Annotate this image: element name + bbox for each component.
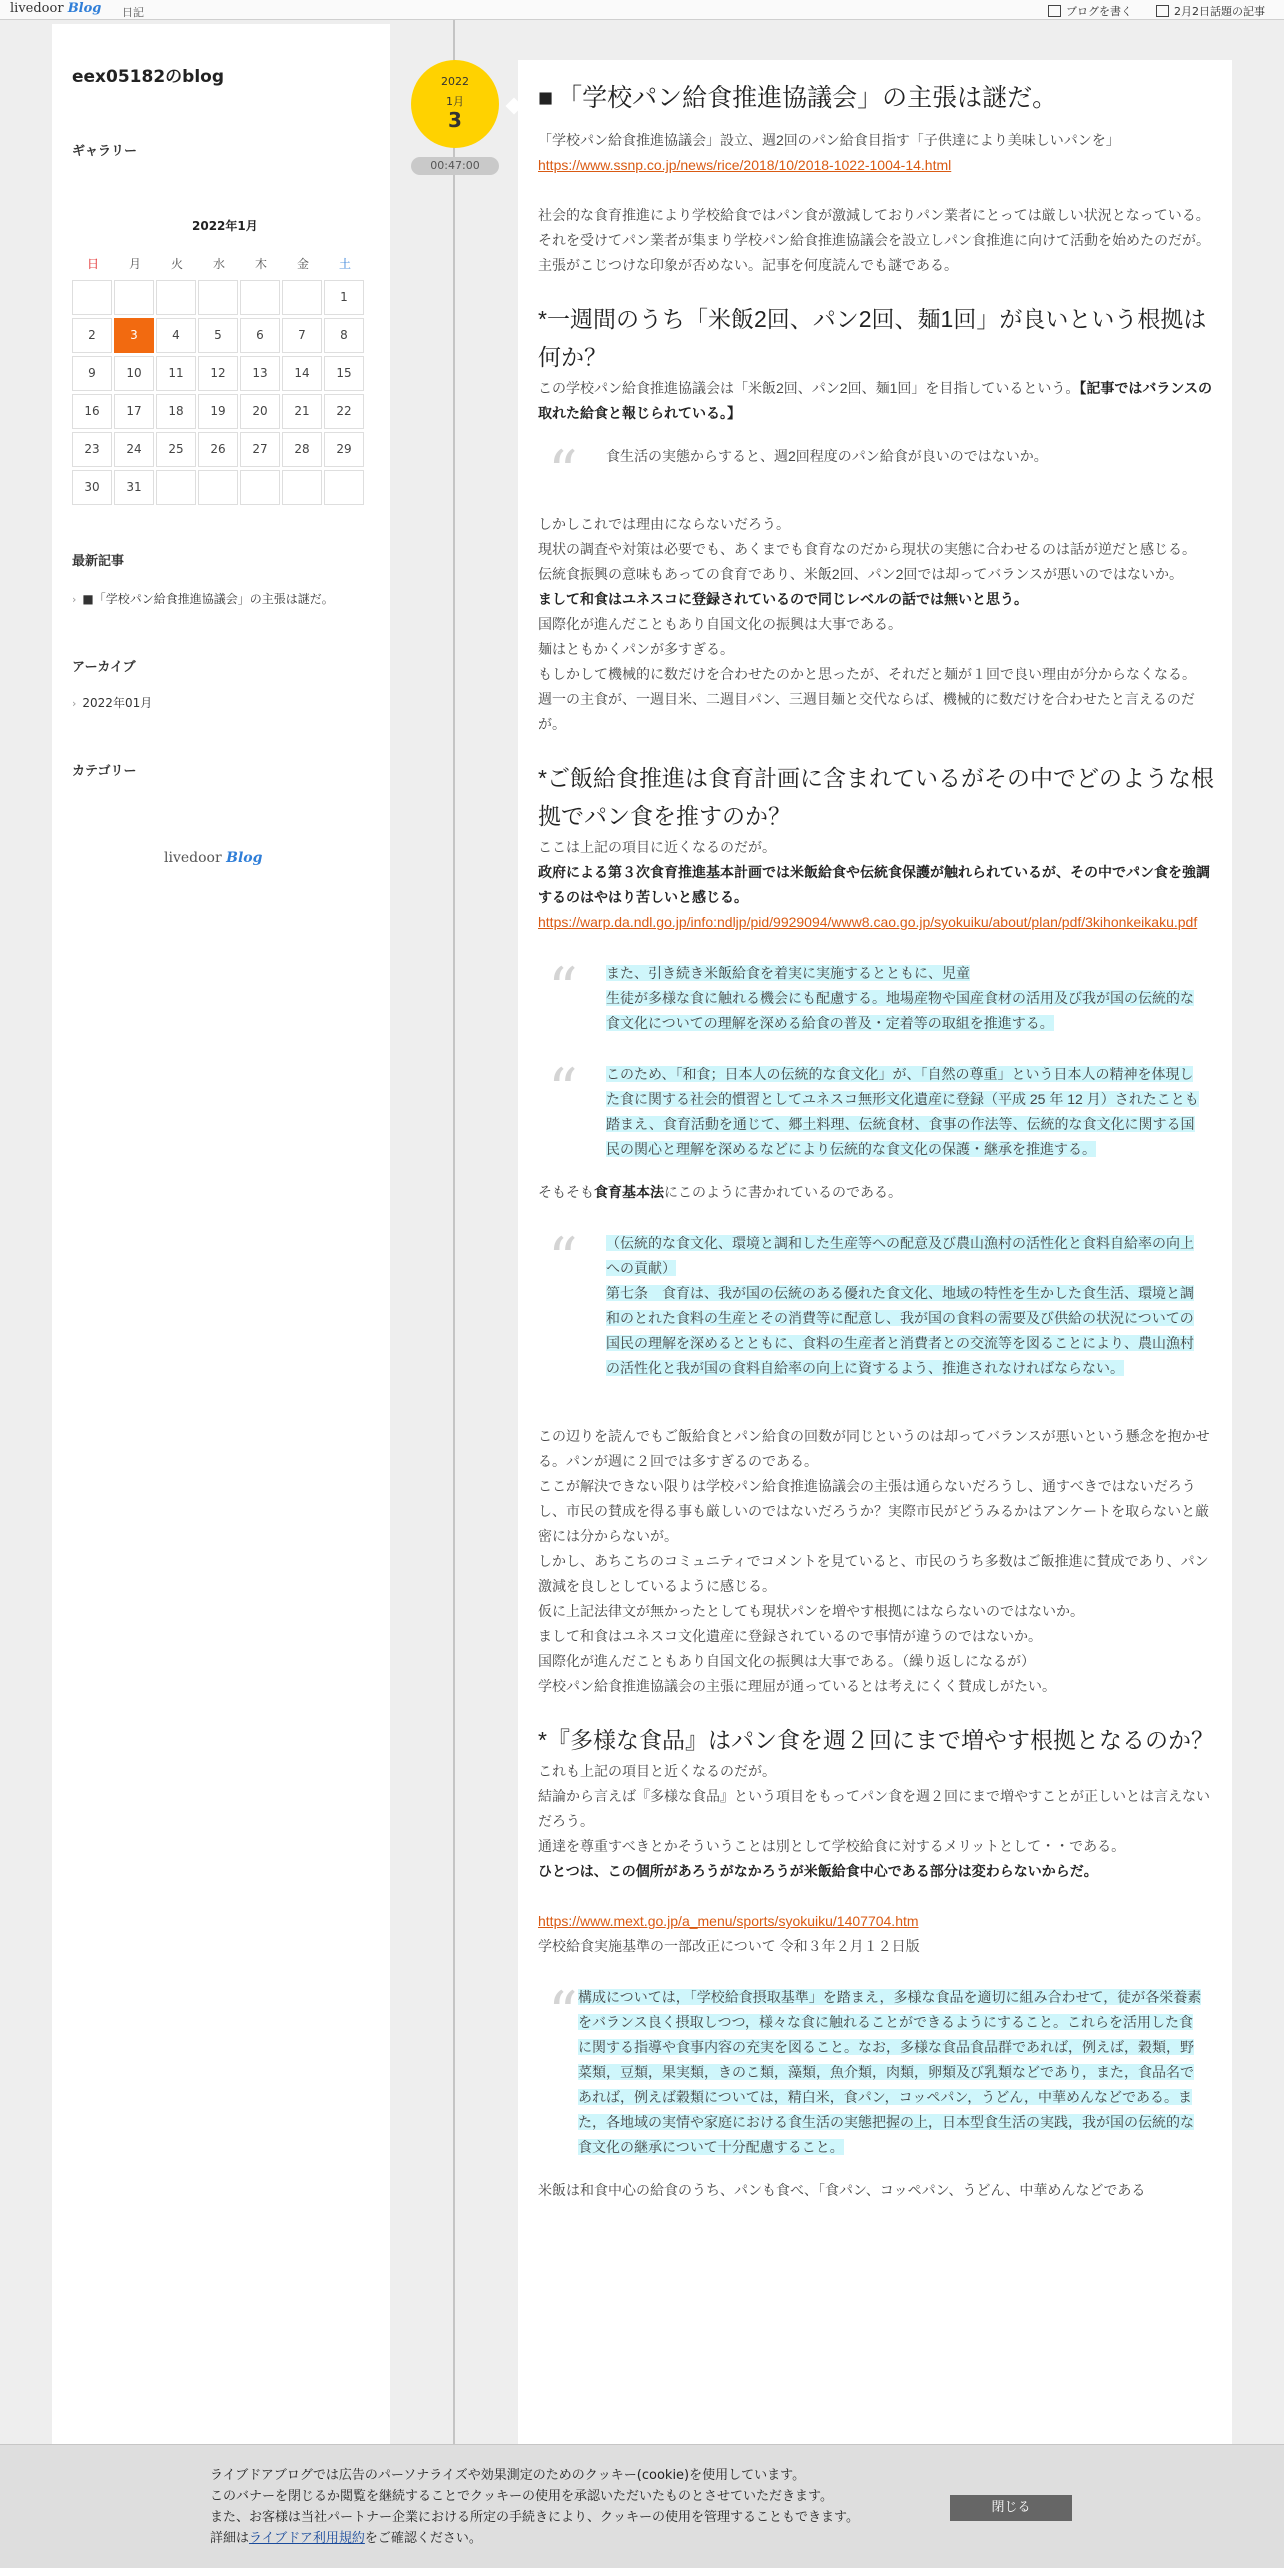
article-text: しかし、あちこちのコミュニティでコメントを見ていると、市民のうち多数はご飯推進に賛成であり、パン激減を良しとしているように感じる。 xyxy=(538,1553,1209,1594)
article-text: もしかして機械的に数だけを合わせたのかと思ったが、それだと麺が１回で良い理由が分からなくなる。 xyxy=(538,666,1196,682)
livedoor-blog-logo[interactable]: livedoor Blog xyxy=(10,1,102,16)
article-text: ひとつは、この個所があろうがなかろうが米飯給食中心である部分は変わらないからだ。 xyxy=(538,1863,1098,1879)
article-text: 結論から言えば『多様な食品』という項目をもってパン食を週２回にまで増やすことが正しいとは言えないだろう。 xyxy=(538,1788,1210,1829)
terms-link[interactable]: ライブドア利用規約 xyxy=(249,2531,365,2546)
article-text: ここは上記の項目に近くなるのだが。 xyxy=(538,839,776,855)
calendar-day[interactable]: 27 xyxy=(240,432,280,467)
article-text: 週一の主食が、一週目米、二週目パン、三週目麺と交代ならば、機械的に数だけを合わせたと言えるのだが。 xyxy=(538,691,1195,732)
quote-mark-icon: “ xyxy=(548,955,578,1023)
sidebar xyxy=(52,24,390,2568)
article-text: ここが解決できない限りは学校パン給食推進協議会の主張は通らないだろうし、通すべきではないだろうし、市民の賛成を得る事も厳しいのではないだろうか？実際市民がどうみるかはアンケートを取らないと厳密には分からないが。 xyxy=(538,1478,1210,1544)
calendar-day[interactable]: 28 xyxy=(282,432,322,467)
calendar-day[interactable]: 16 xyxy=(72,394,112,429)
quote-mark-icon: “ xyxy=(548,1979,578,2047)
calendar-weekday: 日 xyxy=(86,257,99,271)
calendar-day[interactable]: 30 xyxy=(72,470,112,505)
article-text: 社会的な食育推進により学校給食ではパン食が激減しておりパン業者にとっては厳しい状況となっている。 xyxy=(538,207,1210,223)
calendar-day[interactable]: 24 xyxy=(114,432,154,467)
article-text: それを受けてパン業者が集まり学校パン給食推進協議会を設立しパン食推進に向けて活動を始めたのだが。 xyxy=(538,232,1210,248)
blog-title[interactable]: eex05182のblog xyxy=(72,67,225,87)
calendar-day[interactable]: 10 xyxy=(114,356,154,391)
calendar-day[interactable]: 3 xyxy=(114,318,154,353)
quote-mark-icon: “ xyxy=(548,1225,578,1293)
archive-link[interactable]: › 2022年01月 xyxy=(72,694,152,711)
calendar-day[interactable]: 21 xyxy=(282,394,322,429)
quote-mark-icon: “ xyxy=(548,1056,578,1124)
post-time: 00:47:00 xyxy=(411,157,499,175)
calendar-empty-cell xyxy=(324,470,364,505)
section-heading: *『多様な食品』はパン食を週２回にまで増やす根拠となるのか？ xyxy=(538,1727,1214,1753)
calendar-day[interactable]: 2 xyxy=(72,318,112,353)
cookie-notice: ライブドアブログでは広告のパーソナライズや効果測定のためのクッキー(cookie)を使用しています。 このバナーを閉じるか閲覧を継続することでクッキーの使用を承認いただいたものとさせていただきます。 また、お客様は当社パートナー企業における所定の手続きにより、クッキーの使用を管理することもできます。 詳細はライブドア利用規約をご確認ください。 xyxy=(210,2468,859,2546)
source-link[interactable]: https://warp.da.ndl.go.jp/info:ndljp/pid/9929094/www8.cao.go.jp/syokuiku/about/plan/pdf/3kihonkeikaku.pdf xyxy=(538,914,1198,930)
blockquote: “ また、引き続き米飯給食を着実に実施するとともに、児童 生徒が多様な食に触れる機会にも配慮する。地場産物や国産食材の活用及び我が国の伝統的な食文化についての理解を深める給食の普及・定着等の取組を推進する。 xyxy=(548,955,1194,1031)
calendar-empty-cell xyxy=(156,280,196,315)
calendar-day[interactable]: 8 xyxy=(324,318,364,353)
article-text: 「学校パン給食推進協議会」設立、週2回のパン給食目指す「子供達により美味しいパンを」 xyxy=(538,132,1120,148)
article-text: 伝統食振興の意味もあっての食育であり、米飯2回、パン2回では却ってバランスが悪いのではないか。 xyxy=(538,566,1184,582)
post-date-badge xyxy=(411,60,499,148)
calendar-day[interactable]: 26 xyxy=(198,432,238,467)
category-heading: カテゴリー xyxy=(72,764,137,779)
calendar-weekday: 土 xyxy=(338,257,351,271)
calendar-empty-cell xyxy=(282,470,322,505)
nav-diary-link[interactable]: 日記 xyxy=(122,6,144,19)
cookie-close-button[interactable]: 閉じる xyxy=(950,2495,1072,2521)
article-text: この辺りを読んでもご飯給食とパン給食の回数が同じというのは却ってバランスが悪いという懸念を抱かせる。パンが週に２回では多すぎるのである。 xyxy=(538,1428,1210,1469)
calendar-day[interactable]: 18 xyxy=(156,394,196,429)
calendar-empty-cell xyxy=(72,280,112,315)
article-text: 主張がこじつけな印象が否めない。記事を何度読んでも謎である。 xyxy=(538,257,958,273)
article-text: まして和食はユネスコに登録されているので同じレベルの話では無いと思う。 xyxy=(538,591,1028,607)
article xyxy=(518,60,1232,2568)
article-text: 仮に上記法律文が無かったとしても現状パンを増やす根拠にはならないのではないか。 xyxy=(538,1603,1084,1619)
calendar-empty-cell xyxy=(240,470,280,505)
article-text: 現状の調査や対策は必要でも、あくまでも食育なのだから現状の実態に合わせるのは話が逆だと感じる。 xyxy=(538,541,1196,557)
calendar-day[interactable]: 20 xyxy=(240,394,280,429)
calendar-empty-cell xyxy=(282,280,322,315)
source-link[interactable]: https://www.mext.go.jp/a_menu/sports/syokuiku/1407704.htm xyxy=(538,1913,919,1929)
calendar-day[interactable]: 5 xyxy=(198,318,238,353)
article-text: この学校パン給食推進協議会は「米飯2回、パン2回、麺1回」を目指しているという。【記事ではバランスの取れた給食と報じられている。】 xyxy=(538,380,1212,421)
quote-mark-icon: “ xyxy=(548,438,578,506)
section-heading: *一週間のうち「米飯2回、パン2回、麺1回」が良いという根拠は何か？ xyxy=(538,306,1207,370)
post-day: 3 xyxy=(448,108,462,132)
calendar-day[interactable]: 17 xyxy=(114,394,154,429)
calendar-day[interactable]: 4 xyxy=(156,318,196,353)
calendar-weekday: 火 xyxy=(170,257,183,271)
article-text: 国際化が進んだこともあり自国文化の振興は大事である。 xyxy=(538,616,902,632)
calendar-day[interactable]: 9 xyxy=(72,356,112,391)
calendar-day[interactable]: 11 xyxy=(156,356,196,391)
calendar-weekday: 月 xyxy=(128,257,141,271)
trending-articles-link[interactable]: 2月2日話題の記事 xyxy=(1156,3,1265,19)
source-link[interactable]: https://www.ssnp.co.jp/news/rice/2018/10/2018-1022-1004-14.html xyxy=(538,157,952,173)
calendar-day[interactable]: 19 xyxy=(198,394,238,429)
calendar-day[interactable]: 12 xyxy=(198,356,238,391)
calendar-day[interactable]: 6 xyxy=(240,318,280,353)
archive-heading: アーカイブ xyxy=(72,660,136,675)
calendar-weekday: 木 xyxy=(254,257,267,271)
calendar-title: 2022年1月 xyxy=(192,219,258,233)
calendar-empty-cell xyxy=(198,280,238,315)
calendar-day[interactable]: 1 xyxy=(324,280,364,315)
gallery-heading: ギャラリー xyxy=(72,144,138,159)
recent-articles-heading: 最新記事 xyxy=(72,554,125,569)
blockquote: “ 食生活の実態からすると、週2回程度のパン給食が良いのではないか。 xyxy=(548,438,1048,506)
calendar-day[interactable]: 7 xyxy=(282,318,322,353)
article-text: そもそも食育基本法にこのように書かれているのである。 xyxy=(538,1184,902,1200)
blockquote: “ 構成については，「学校給食摂取基準」を踏まえ，多様な食品を適切に組み合わせて，徒が各栄養素をバランス良く摂取しつつ，様々な食に触れることができるようにすること。これらを活用した食に関する指導や食事内容の充実を図ること。なお，多様な食品食品群であれば，例えば，穀類，野菜類，豆類，果実類，きのこ類，藻類，魚介類，肉類，卵類及び乳類などであり，また，食品名であれば，例えば穀類については，精白米，食パン，コッペパン，うどん，中華めんなどである。また，各地域の実情や家庭における食生活の実態把握の上，日本型食生活の実践，我が国の伝統的な食文化の継承について十分配慮すること。 xyxy=(548,1979,1202,2155)
article-text: 麺はともかくパンが多すぎる。 xyxy=(538,641,734,657)
article-text: これも上記の項目と近くなるのだが。 xyxy=(538,1763,776,1779)
pencil-icon xyxy=(1048,5,1061,17)
calendar-day[interactable]: 15 xyxy=(324,356,364,391)
calendar-day[interactable]: 29 xyxy=(324,432,364,467)
write-blog-link[interactable]: ブログを書く xyxy=(1048,3,1132,19)
calendar-day[interactable]: 14 xyxy=(282,356,322,391)
article-text: 通達を尊重すべきとかそういうことは別として学校給食に対するメリットとして・・である。 xyxy=(538,1838,1126,1854)
calendar-weekday: 金 xyxy=(296,257,309,271)
article-text: 米飯は和食中心の給食のうち、パンも食べ、「食パン、コッペパン、うどん、中華めんなどである xyxy=(538,2182,1146,2198)
top-bar xyxy=(0,0,1284,20)
cookie-banner xyxy=(0,2444,1284,2568)
calendar-empty-cell xyxy=(114,280,154,315)
calendar-day[interactable]: 23 xyxy=(72,432,112,467)
article-text: 政府による第３次食育推進基本計画では米飯給食や伝統食保護が触れられているが、その中でパン食を強調するのはやはり苦しいと感じる。 xyxy=(538,864,1210,905)
calendar-empty-cell xyxy=(240,280,280,315)
calendar-day[interactable]: 31 xyxy=(114,470,154,505)
recent-article-link[interactable]: › ■「学校パン給食推進協議会」の主張は謎だ。 xyxy=(72,590,334,607)
calendar-icon xyxy=(1156,5,1169,17)
article-text: 国際化が進んだこともあり自国文化の振興は大事である。（繰り返しになるが） xyxy=(538,1653,1035,1669)
article-text: 学校給食実施基準の一部改正について 令和３年２月１２日版 xyxy=(538,1938,920,1954)
blockquote: “ このため、「和食；日本人の伝統的な食文化」が、「自然の尊重」という日本人の精神を体現した食に関する社会的慣習としてユネスコ無形文化遺産に登録（平成 25 年 12 月）されたことも踏まえ、食育活動を通じて、郷土料理、伝統食材、食事の作法等、伝統的な食文化に関する国民の関心と理解を深めるなどにより伝統的な食文化の保護・継承を推進する。 xyxy=(548,1056,1199,1157)
post-month: 1月 xyxy=(446,95,464,108)
article-text: まして和食はユネスコ文化遺産に登録されているので事情が違うのではないか。 xyxy=(538,1628,1042,1644)
calendar-day[interactable]: 13 xyxy=(240,356,280,391)
livedoor-blog-footer-logo[interactable]: livedoor Blog xyxy=(164,850,263,866)
calendar-day[interactable]: 25 xyxy=(156,432,196,467)
blockquote: “ （伝統的な食文化、環境と調和した生産等への配意及び農山漁村の活性化と食料自給率の向上への貢献） 第七条 食育は、我が国の伝統のある優れた食文化、地域の特性を生かした食生活、環境と調和のとれた食料の生産とその消費等に配意し、我が国の食料の需要及び供給の状況についての国民の理解を深めるとともに、食料の生産者と消費者との交流等を図ることにより、農山漁村の活性化と我が国の食料自給率の向上に資するよう、推進されなければならない。 xyxy=(548,1225,1194,1376)
article-text: 学校パン給食推進協議会の主張に理屈が通っているとは考えにくく賛成しがたい。 xyxy=(538,1678,1056,1694)
calendar-weekday: 水 xyxy=(212,257,225,271)
post-year: 2022 xyxy=(441,75,469,88)
calendar-empty-cell xyxy=(156,470,196,505)
calendar-empty-cell xyxy=(198,470,238,505)
section-heading: *ご飯給食推進は食育計画に含まれているがその中でどのような根拠でパン食を推すのか？ xyxy=(538,765,1214,829)
article-text: しかしこれでは理由にならないだろう。 xyxy=(538,516,790,532)
timeline-line xyxy=(453,20,455,2568)
article-title[interactable]: ■ 「学校パン給食推進協議会」の主張は謎だ。 xyxy=(538,80,1214,116)
calendar-day[interactable]: 22 xyxy=(324,394,364,429)
